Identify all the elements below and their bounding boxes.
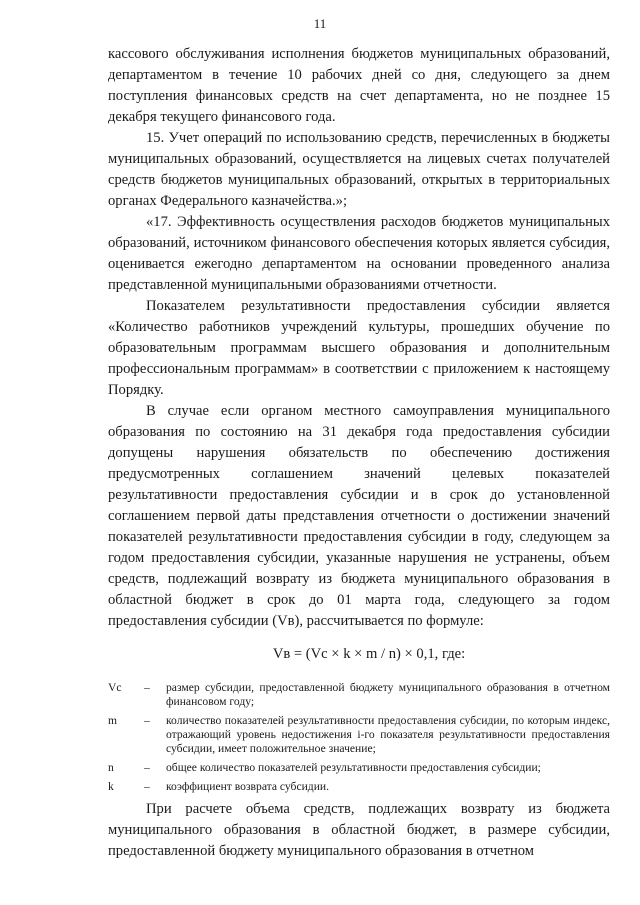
definition-dash: – bbox=[144, 714, 150, 727]
definition-dash: – bbox=[144, 761, 150, 774]
definition-text: общее количество показателей результативности предоставления субсидии; bbox=[166, 761, 541, 774]
document-body bbox=[108, 44, 610, 862]
paragraph: 15. Учет операций по использованию средств, перечисленных в бюджеты муниципальных образований, осуществляется на лицевых счетах получателей средств бюджетов муниципальных образований, открытых в территориальных органах Федерального казначейства.»; bbox=[108, 130, 610, 209]
definition-item bbox=[108, 780, 610, 794]
paragraph: При расчете объема средств, подлежащих возврату из бюджета муниципального образования в областной бюджет, в размере субсидии, предоставленной бюджету муниципального образования в отчетном bbox=[108, 801, 610, 859]
definition-item bbox=[108, 761, 610, 775]
definition-text: количество показателей результативности предоставления субсидии, по которым индекс, отражающий уровень недостижения i-го показателя результативности предоставления субсидии, имеет положительное значение; bbox=[166, 714, 610, 755]
page-number: 11 bbox=[313, 16, 327, 31]
definition-symbol: Vс bbox=[108, 681, 122, 694]
formula: Vв = (Vс × k × m / n) × 0,1, где: bbox=[272, 646, 466, 662]
definition-dash: – bbox=[144, 780, 150, 793]
definition-item bbox=[108, 681, 610, 709]
definitions-list bbox=[108, 681, 610, 794]
definition-item bbox=[108, 714, 610, 756]
definition-text: размер субсидии, предоставленной бюджету муниципального образования в отчетном финансовом году; bbox=[166, 681, 610, 708]
definition-dash: – bbox=[144, 681, 150, 694]
definition-symbol: n bbox=[108, 761, 114, 774]
definition-symbol: k bbox=[108, 780, 114, 793]
paragraph: В случае если органом местного самоуправления муниципального образования по состоянию на 31 декабря года предоставления субсидии допущены нарушения обязательств по обеспечению достижения предусмотренных соглашением значений целевых показателей результативности предоставления субсидии и в срок до установленной соглашением первой даты представления отчетности о достижении значений показателей результативности предоставления субсидии в году, следующем за годом предоставления субсидии, указанные нарушения не устранены, объем средств, подлежащий возврату из бюджета муниципального образования в областной бюджет в срок до 01 марта года, следующего за годом предоставления субсидии (Vв), рассчитывается по формуле: bbox=[108, 403, 610, 629]
definition-text: коэффициент возврата субсидии. bbox=[166, 780, 330, 793]
paragraph: «17. Эффективность осуществления расходов бюджетов муниципальных образований, источником финансового обеспечения которых является субсидия, оценивается ежегодно департаментом на основании проведенного анализа представленной муниципальными образованиями отчетности. bbox=[108, 214, 610, 293]
definition-symbol: m bbox=[108, 714, 118, 727]
paragraph: кассового обслуживания исполнения бюджетов муниципальных образований, департаментом в течение 10 рабочих дней со дня, следующего за днем поступления финансовых средств на счет департамента, но не позднее 15 декабря текущего финансового года. bbox=[108, 46, 610, 125]
paragraph: Показателем результативности предоставления субсидии является «Количество работников учреждений культуры, прошедших обучение по образовательным программам высшего образования и дополнительным профессиональным программам» в соответствии с приложением к настоящему Порядку. bbox=[108, 298, 610, 398]
